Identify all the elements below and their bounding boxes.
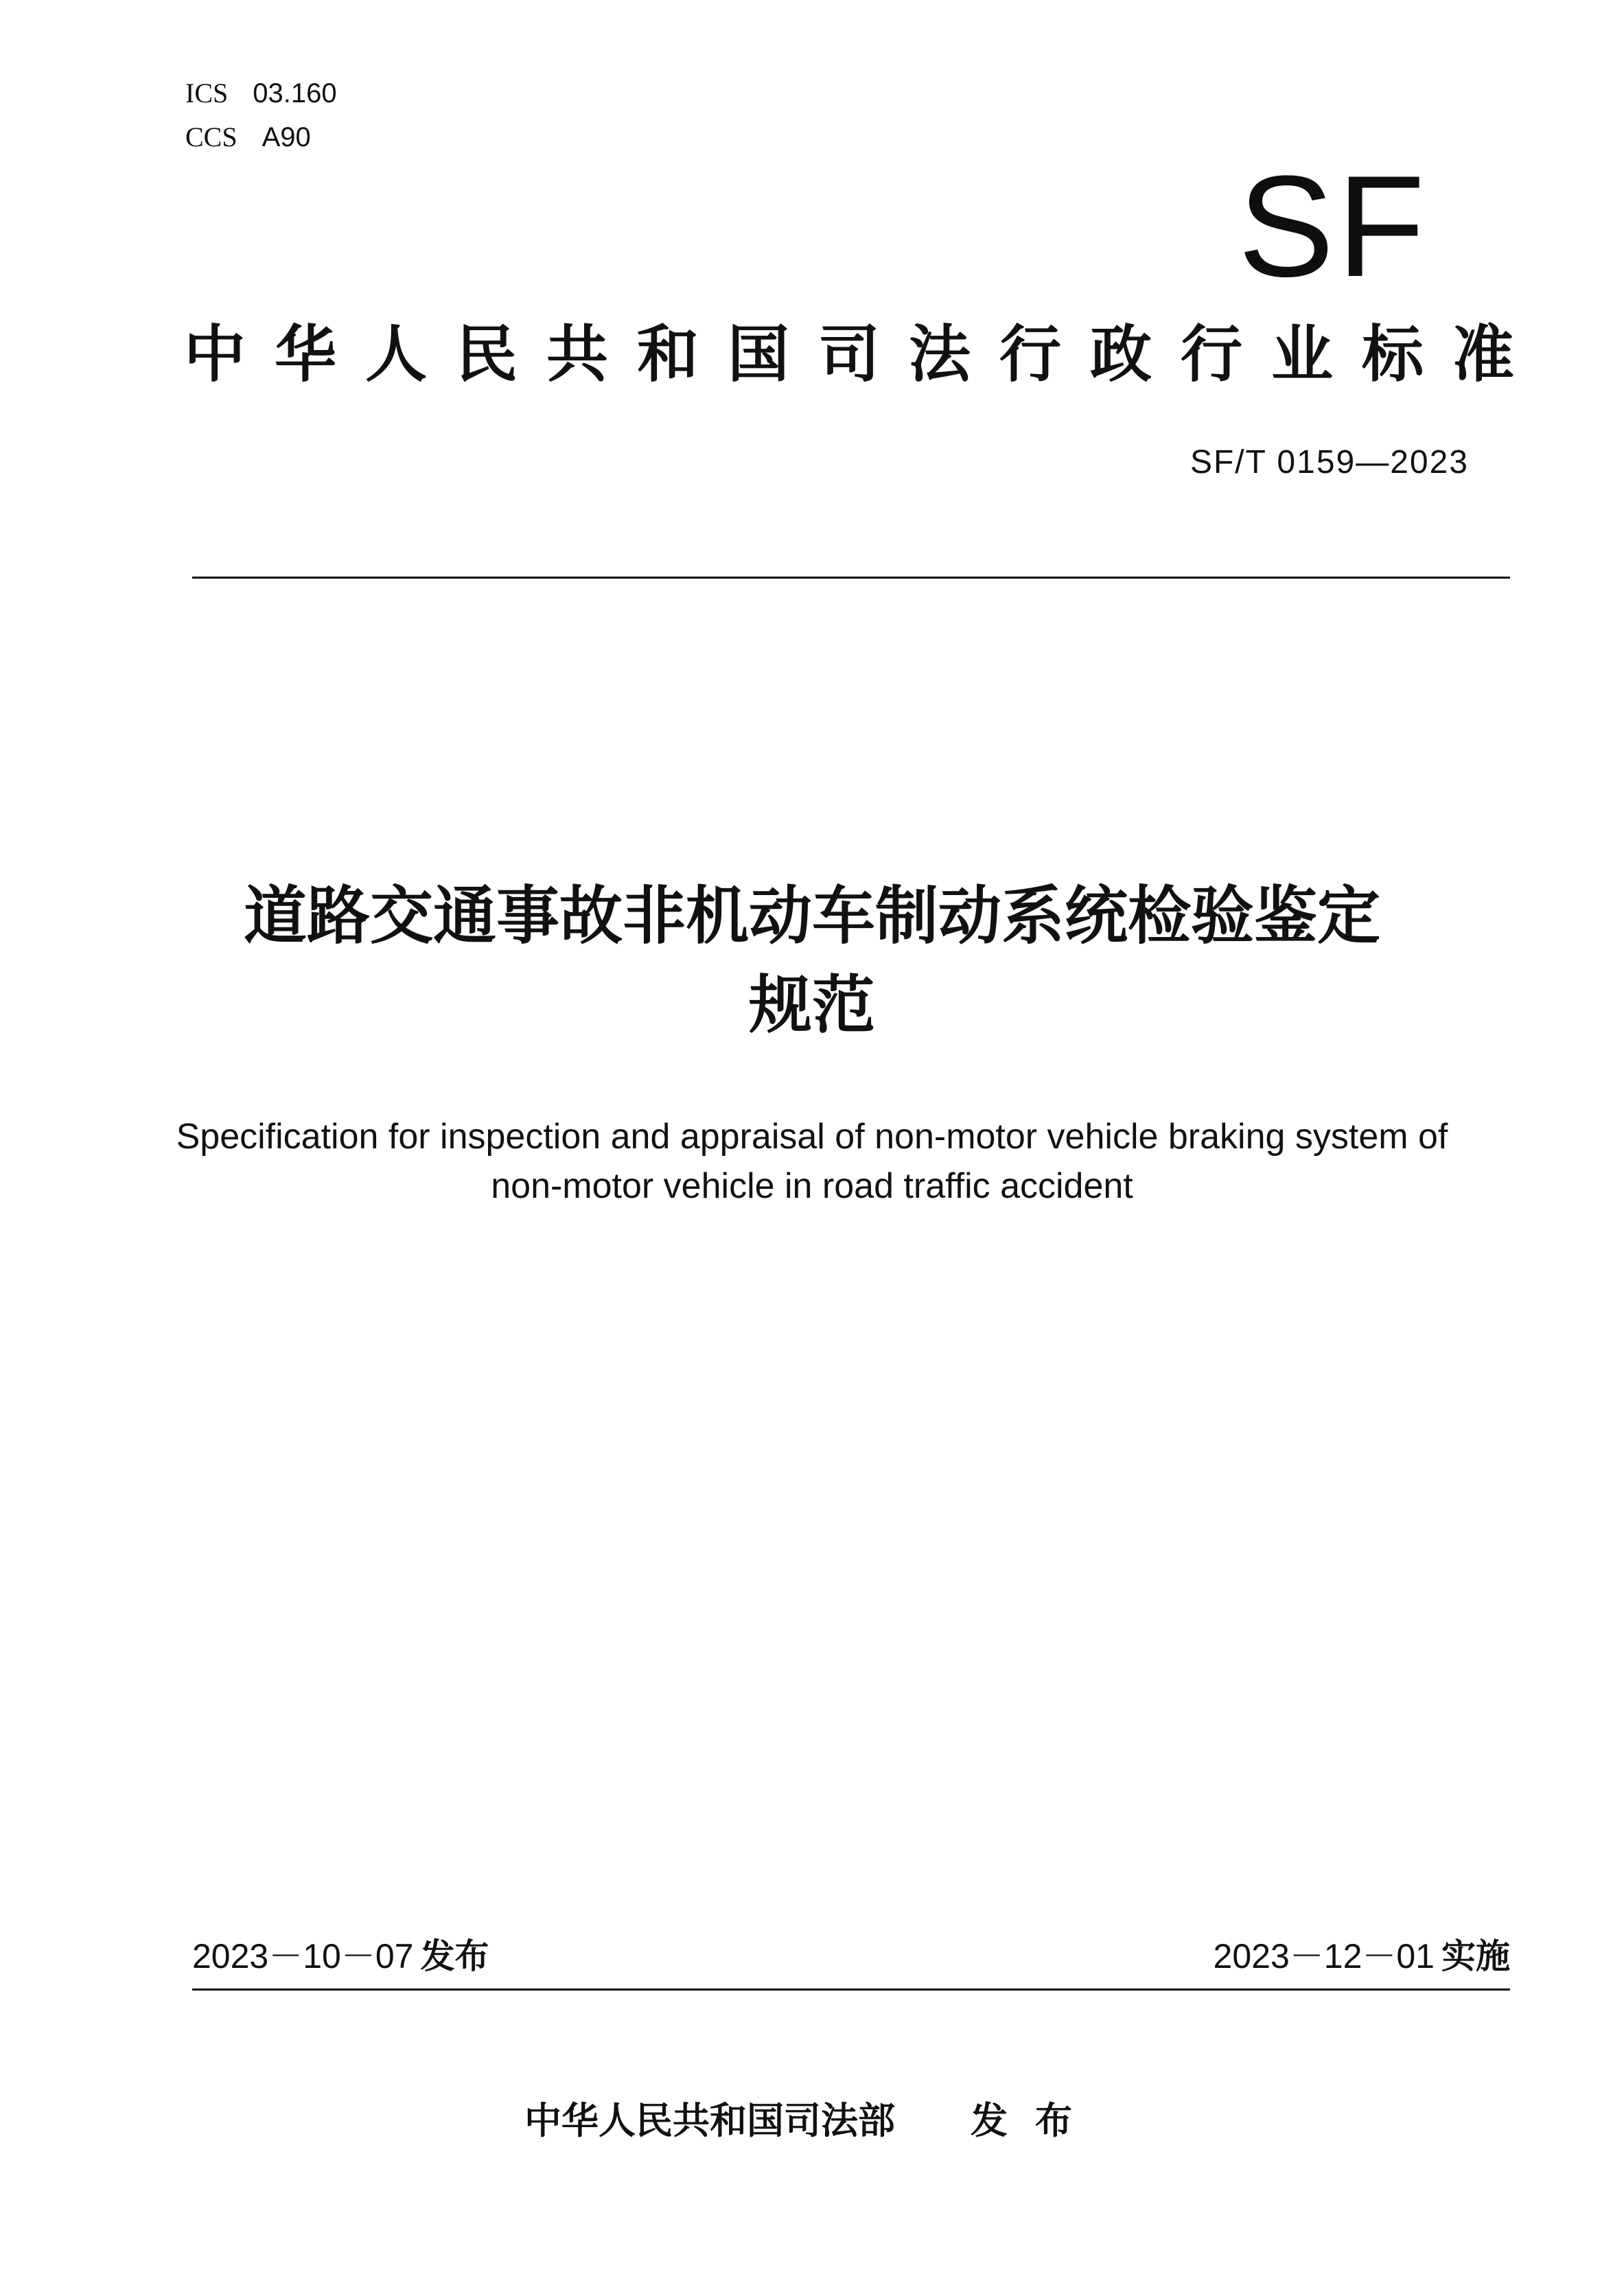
standard-number: SF/T 0159—2023 xyxy=(1190,444,1469,480)
chinese-title xyxy=(137,872,1487,1050)
ccs-code: A90 xyxy=(262,122,311,152)
english-title-line-2: non-motor vehicle in road traffic accident xyxy=(491,1166,1133,1206)
standard-category-heading: 中华人民共和国司法行政行业标准 xyxy=(184,318,1543,391)
publisher-line xyxy=(412,2097,1212,2145)
publisher-name: 中华人民共和国司法部 xyxy=(524,2099,895,2142)
issue-date xyxy=(192,1934,489,1978)
header-divider xyxy=(192,577,1510,579)
ics-label: ICS xyxy=(185,78,229,108)
implementation-date-suffix: 实施 xyxy=(1441,1936,1510,1976)
sf-logo: SF xyxy=(1238,146,1428,307)
chinese-title-line-1: 道路交通事故非机动车制动系统检验鉴定 xyxy=(243,879,1380,953)
implementation-date xyxy=(1098,1934,1510,1978)
ccs-label: CCS xyxy=(185,121,237,152)
footer-divider xyxy=(192,1988,1510,1991)
chinese-title-line-2: 规范 xyxy=(748,969,875,1042)
english-title xyxy=(137,1112,1487,1211)
ics-code: 03.160 xyxy=(253,78,337,108)
ics-line xyxy=(185,77,337,110)
english-title-line-1: Specification for inspection and appraisal of non-motor vehicle braking system of xyxy=(176,1117,1448,1157)
publisher-action: 发布 xyxy=(971,2099,1100,2142)
ccs-line xyxy=(185,121,311,154)
implementation-date-value: 2023－12－01 xyxy=(1213,1937,1435,1975)
issue-date-suffix: 发布 xyxy=(420,1936,489,1976)
issue-date-value: 2023－10－07 xyxy=(192,1937,414,1975)
